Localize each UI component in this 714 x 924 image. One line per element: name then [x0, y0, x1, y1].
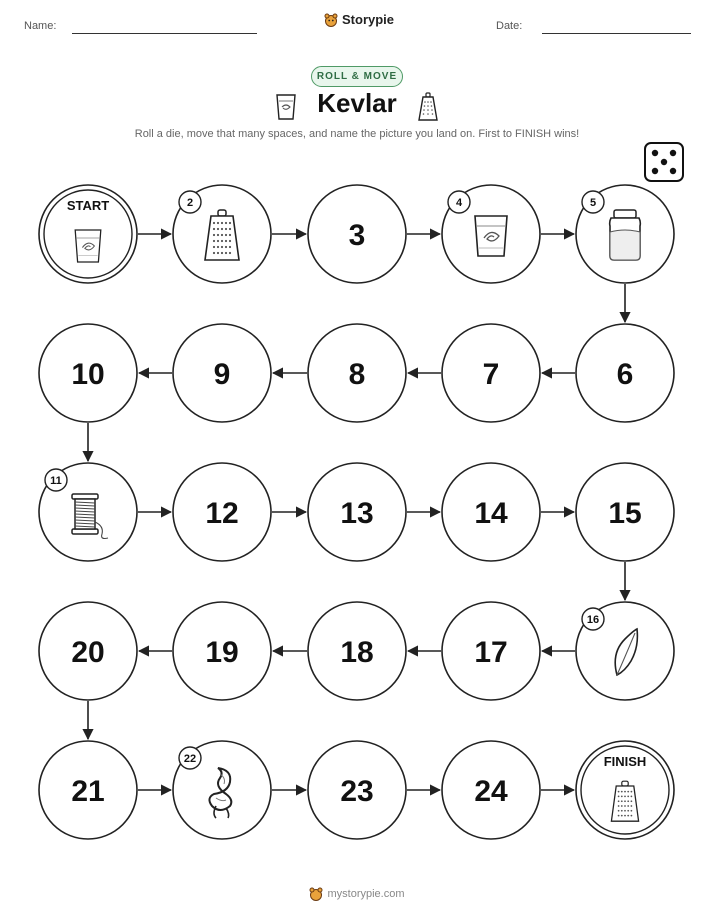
- space-number: 19: [205, 636, 239, 669]
- space-number: 18: [340, 636, 374, 669]
- board-space-24[interactable]: [442, 741, 540, 839]
- board-space-6[interactable]: [576, 324, 674, 422]
- name-label: Name:: [24, 20, 57, 32]
- game-type-badge: ROLL & MOVE: [311, 66, 403, 87]
- board-space-12[interactable]: [173, 463, 271, 561]
- space-number: 15: [608, 497, 642, 530]
- space-number: 11: [50, 475, 62, 487]
- space-number: 7: [482, 358, 500, 391]
- space-number: 14: [474, 497, 508, 530]
- board-space-16[interactable]: [576, 602, 674, 700]
- space-number: 4: [455, 197, 463, 209]
- space-label: FINISH: [603, 754, 647, 769]
- date-label: Date:: [496, 20, 523, 32]
- space-number: 23: [340, 775, 374, 808]
- board-space-22[interactable]: [173, 741, 271, 839]
- board-space-21[interactable]: [39, 741, 137, 839]
- instructions: Roll a die, move that many spaces, and name the picture you land on. First to FINISH wins!: [134, 128, 580, 140]
- finish-space[interactable]: [576, 741, 674, 839]
- page-title: Kevlar: [317, 88, 397, 118]
- space-number: 13: [340, 497, 374, 530]
- board-space-23[interactable]: [308, 741, 406, 839]
- space-number: 12: [205, 497, 239, 530]
- glass-icon: [75, 230, 101, 262]
- start-space[interactable]: [39, 185, 137, 283]
- space-number: 9: [213, 358, 231, 391]
- space-number: 5: [589, 197, 597, 209]
- grater-icon: [611, 781, 638, 821]
- space-number: 16: [586, 614, 600, 626]
- space-number: 10: [71, 358, 105, 391]
- grater-icon: [205, 210, 239, 260]
- space-number: 20: [71, 636, 105, 669]
- board-space-4[interactable]: [442, 185, 540, 283]
- board-space-9[interactable]: [173, 324, 271, 422]
- board-space-15[interactable]: [576, 463, 674, 561]
- board-space-7[interactable]: [442, 324, 540, 422]
- space-number: 22: [183, 753, 197, 765]
- board-space-17[interactable]: [442, 602, 540, 700]
- space-number: 24: [474, 775, 508, 808]
- space-label: START: [66, 198, 110, 213]
- board-space-20[interactable]: [39, 602, 137, 700]
- board-space-19[interactable]: [173, 602, 271, 700]
- footer: [0, 887, 714, 901]
- space-number: 21: [71, 775, 105, 808]
- jar-icon: [610, 210, 641, 260]
- glass-icon: [475, 216, 507, 256]
- space-number: 3: [348, 219, 366, 252]
- board-space-3[interactable]: [308, 185, 406, 283]
- board-space-14[interactable]: [442, 463, 540, 561]
- board-space-13[interactable]: [308, 463, 406, 561]
- space-number: 6: [616, 358, 634, 391]
- footer-url[interactable]: mystorypie.com: [327, 888, 405, 900]
- space-number: 2: [186, 197, 194, 209]
- board-space-5[interactable]: [576, 185, 674, 283]
- board-space-10[interactable]: [39, 324, 137, 422]
- space-number: 8: [348, 358, 366, 391]
- space-number: 17: [474, 636, 508, 669]
- brand-name: Storypie: [342, 12, 395, 27]
- board-space-18[interactable]: [308, 602, 406, 700]
- board-space-2[interactable]: [173, 185, 271, 283]
- board-space-8[interactable]: [308, 324, 406, 422]
- board-space-11[interactable]: [39, 463, 137, 561]
- storypie-logo-icon: [309, 887, 323, 901]
